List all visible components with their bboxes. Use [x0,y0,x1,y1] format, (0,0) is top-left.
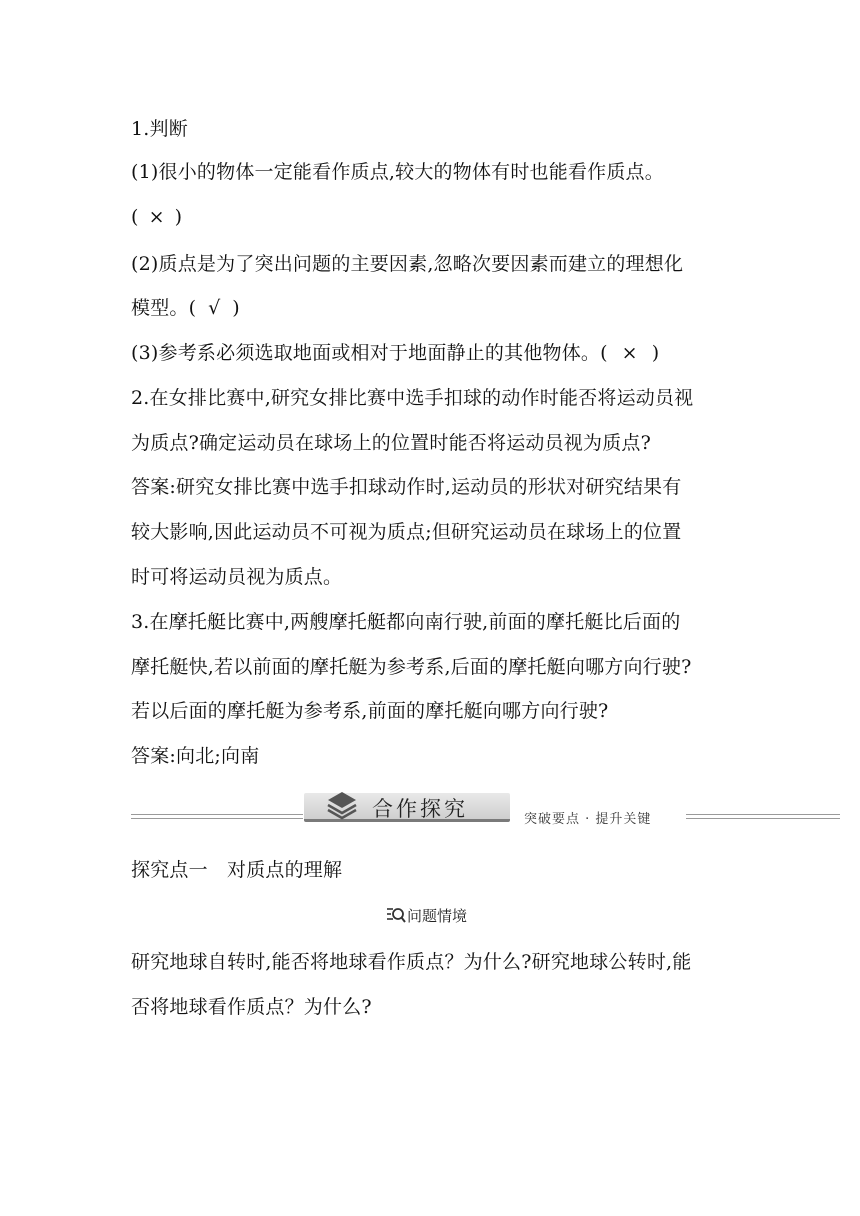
answer-2-line-2: 较大影响,因此运动员不可视为质点;但研究运动员在球场上的位置 [131,521,682,543]
section-banner [0,790,860,834]
cross-mark: × [621,342,638,364]
statement-2-answer [131,295,240,321]
paren-close: ) [651,342,660,364]
answer-2-line-1: 答案:研究女排比赛中选手扣球动作时,运动员的形状对研究结果有 [131,476,682,498]
statement-2-tail: 模型。( [131,297,197,319]
answer-2-line-3: 时可将运动员视为质点。 [131,566,343,588]
cross-mark: × [148,206,165,228]
subheading-text: 问题情境 [407,907,468,925]
banner-rule-left [131,814,303,815]
magnifier-icon [386,906,406,924]
paren-close: ) [174,206,183,228]
statement-3-text: (3)参考系必须选取地面或相对于地面静止的其他物体。( [131,342,608,364]
question-1-title: 1.判断 [131,118,188,140]
check-mark: √ [208,297,221,319]
context-paragraph-line-1: 研究地球自转时,能否将地球看作质点？为什么?研究地球公转时,能 [131,951,692,973]
statement-1-answer [131,204,182,230]
question-2-line-2: 为质点?确定运动员在球场上的位置时能否将运动员视为质点? [131,432,651,454]
banner-subtitle: 突破要点 · 提升关键 [524,812,652,827]
layers-icon [326,790,358,820]
section-heading: 探究点一 对质点的理解 [131,859,343,881]
banner-rule-right-2 [686,818,840,819]
question-2-line-1: 2.在女排比赛中,研究女排比赛中选手扣球的动作时能否将运动员视 [131,387,694,409]
banner-title: 合作探究 [372,797,468,821]
statement-1: (1)很小的物体一定能看作质点,较大的物体有时也能看作质点。 [131,161,664,183]
context-paragraph-line-2: 否将地球看作质点？为什么? [131,996,372,1018]
banner-rule-right [686,814,840,815]
statement-3 [131,340,659,366]
statement-2: (2)质点是为了突出问题的主要因素,忽略次要因素而建立的理想化 [131,253,684,275]
banner-rule-left-2 [131,818,303,819]
paren-close: ) [232,297,240,319]
question-3-line-2: 摩托艇快,若以前面的摩托艇为参考系,后面的摩托艇向哪方向行驶? [131,656,692,678]
question-3-line-1: 3.在摩托艇比赛中,两艘摩托艇都向南行驶,前面的摩托艇比后面的 [131,611,681,633]
paren-open: ( [131,206,139,228]
answer-3: 答案:向北;向南 [131,745,260,767]
question-3-line-3: 若以后面的摩托艇为参考系,前面的摩托艇向哪方向行驶? [131,700,609,722]
problem-context-subheading [386,905,467,926]
